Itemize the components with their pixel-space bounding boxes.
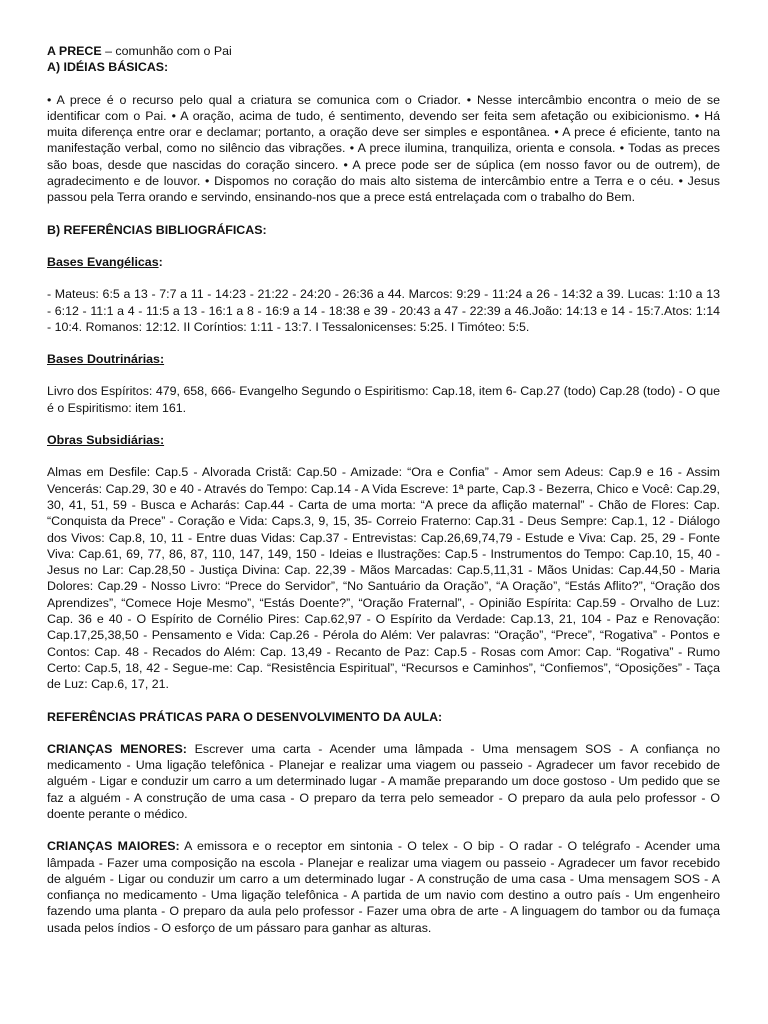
- section-a-text: • A prece é o recurso pelo qual a criatura se comunica com o Criador. • Nesse intercâmbio encontra o meio de se identificar com o Pai. • A oração, acima de tudo, é sentimento, devendo ser feita sem afetação ou exibicionismo. • Há muita diferença entre orar e declamar; portanto, a oração deve ser simples e espontânea. • A prece é eficiente, tanto na manifestação verbal, como no silêncio das vibrações. • A prece ilumina, tranquiliza, orienta e consola. • Todas as preces são boas, desde que nascidas do coração sincero. • A prece pode ser de súplica (em nosso favor ou de outrem), de agradecimento e de louvor. • Dispomos no coração do mais alto sistema de intercâmbio entre a Terra e o céu. • Jesus passou pela Terra orando e servindo, ensinando-nos que a prece está entrelaçada com o trabalho do Bem.: [47, 92, 720, 205]
- criancas-maiores-label: CRIANÇAS MAIORES:: [47, 839, 180, 854]
- subsidiarias-text: Almas em Desfile: Cap.5 - Alvorada Cristã: Cap.50 - Amizade: “Ora e Confia” - Amor sem Adeus: Cap.9 e 16 - Assim Vencerás: Cap.29, 30 e 40 - Através do Tempo: Cap.14 - A Vida Escreve: 1ª parte, Cap.3 - Bezerra, Chico e Você: Cap.29, 30, 41, 51, 59 - Busca e Acharás: Cap.44 - Carta de uma morta: “A prece da aflição maternal” - Chão de Flores: Cap. “Conquista da Prece” - Coração e Vida: Caps.3, 9, 15, 35- Correio Fraterno: Cap.31 - Deus Sempre: Cap.1, 12 - Diálogo dos Vivos: Cap.8, 10, 11 - Entre duas Vidas: Cap.37 - Entrevistas: Cap.26,69,74,79 - Estude e Viva: Cap. 25, 29 - Fonte Viva: Cap.61, 69, 77, 86, 87, 110, 147, 149, 150 - Ideias e Ilustrações: Cap.5 - Instrumentos do Tempo: Cap.10, 15, 40 - Jesus no Lar: Cap.28,50 - Justiça Divina: Cap. 22,39 - Mãos Marcadas: Cap.5,11,31 - Mãos Unidas: Cap.44,50 - Maria Dolores: Cap.29 - Nosso Livro: “Prece do Servidor”, “No Santuário da Oração”, “A Oração”, “Estás Aflito?”, “Oração dos Aprendizes”, “Comece Hoje Mesmo”, “Estás Doente?”, “Oração Fraternal”, - Opinião Espírita: Cap.59 - Orvalho de Luz: Cap. 36 e 40 - O Espírito de Cornélio Pires: Cap.62,97 - O Espírito da Verdade: Cap.13, 21, 104 - Paz e Renovação: Cap.17,25,38,50 - Pensamento e Vida: Cap.26 - Pérola do Além: Ver palavras: “Oração”, “Prece”, “Rogativa” - Pontos e Contos: Cap. 48 - Recados do Além: Cap. 13,49 - Recanto de Paz: Cap.5 - Rosas com Amor: Cap. “Rogativa” - Rumo Certo: Cap.5, 18, 42 - Segue-me: Cap. “Resistência Espiritual”, “Recursos e Caminhos”, “Confiemos”, “Oposições” - Taça de Luz: Cap.6, 17, 21.: [47, 465, 720, 692]
- title-rest: – comunhão com o Pai: [101, 44, 232, 58]
- section-b-heading: B) REFERÊNCIAS BIBLIOGRÁFICAS:: [47, 222, 267, 237]
- criancas-maiores-text: A emissora e o receptor em sintonia - O telex - O bip - O radar - O telégrafo - Acender uma lâmpada - Fazer uma composição na escola - Planejar e realizar uma viagem ou passeio - Agradecer um favor recebido de alguém - Ligar ou conduzir um carro a um determinado lugar - A construção de uma casa - Uma mensagem SOS - A confiança no medicamento - Uma ligação telefônica - A partida de um navio com destino a outro país - Um engenheiro fazendo uma planta - O preparo da aula pelo professor - Fazer uma obra de arte - A linguagem do tambor ou da fumaça usada pelos índios - O esforço de um pássaro para ganhar as alturas.: [47, 839, 720, 935]
- criancas-menores-text: Escrever uma carta - Acender uma lâmpada - Uma mensagem SOS - A confiança no medicamento - Uma ligação telefônica - Planejar e realizar uma viagem ou passeio - Agradecer um favor recebido de alguém - Ligar e conduzir um carro a um determinado lugar - A mamãe preparando um doce gostoso - Um pedido que se faz a alguém - A construção de uma casa - O preparo da terra pelo semeador - O preparo da aula pelo professor - O doente perante o médico.: [47, 741, 720, 821]
- doutrinarias-text: Livro dos Espíritos: 479, 658, 666- Evangelho Segundo o Espiritismo: Cap.18, item 6- Cap.27 (todo) Cap.28 (todo) - O que é o Espiritismo: item 161.: [47, 384, 720, 415]
- evangelicas-text: - Mateus: 6:5 a 13 - 7:7 a 11 - 14:23 - 21:22 - 24:20 - 26:36 a 44. Marcos: 9:29 - 11:24 a 26 - 14:32 a 39. Lucas: 1:10 a 13 - 6:12 - 11:1 a 4 - 11:5 a 13 - 16:1 a 8 - 16:9 a 14 - 18:38 e 39 - 20:43 a 47 - 22:39 a 46.João: 14:13 e 14 - 15:7.Atos: 1:14 - 10:4. Romanos: 12:12. II Coríntios: 1:11 - 13:7. I Tessalonicenses: 5:25. I Timóteo: 5:5.: [47, 287, 720, 334]
- title-bold: A PRECE: [47, 44, 102, 58]
- evangelicas-colon: :: [158, 254, 163, 269]
- evangelicas-heading: Bases Evangélicas: [47, 254, 159, 269]
- subsidiarias-heading: Obras Subsidiárias:: [47, 433, 165, 448]
- document-title: [47, 43, 720, 59]
- section-a-heading: A) IDÉIAS BÁSICAS:: [47, 60, 169, 75]
- criancas-menores-paragraph: [47, 741, 720, 822]
- praticas-heading: REFERÊNCIAS PRÁTICAS PARA O DESENVOLVIMENTO DA AULA:: [47, 709, 443, 724]
- evangelicas-heading-line: [47, 254, 720, 270]
- doutrinarias-heading: Bases Doutrinárias:: [47, 352, 165, 367]
- criancas-menores-label: CRIANÇAS MENORES:: [47, 741, 187, 756]
- criancas-maiores-paragraph: [47, 838, 720, 936]
